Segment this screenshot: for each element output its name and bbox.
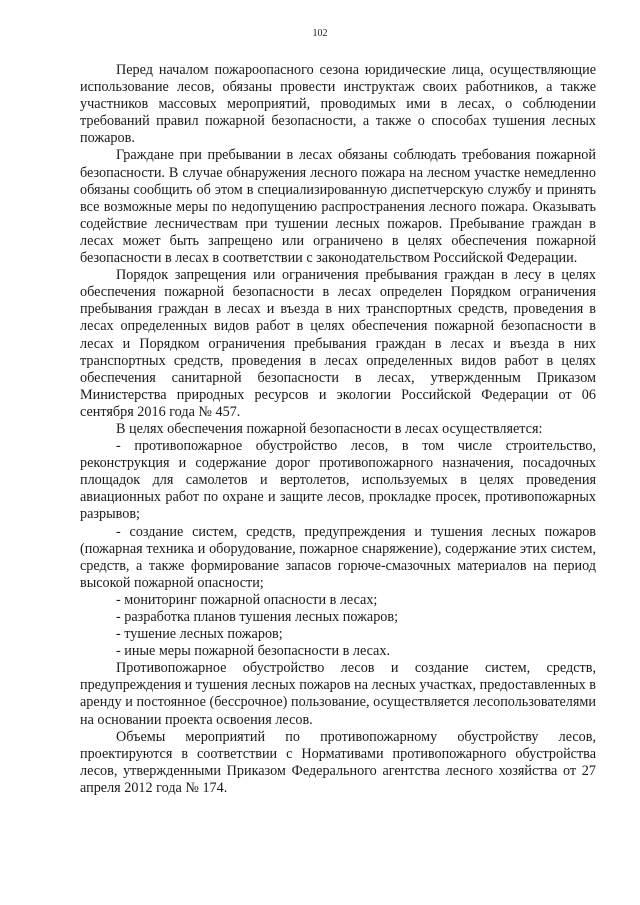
document-body [80, 62, 596, 797]
page-number: 102 [312, 28, 328, 39]
paragraph-citizens: Граждане при пребывании в лесах обязаны соблюдать требования пожарной безопасности. В случае обнаружения лесного пожара на лесном участке немедленно обязаны сообщить об этом в специализированную диспетчерскую службу и принять все возможные меры по недопущению распространения лесного пожара. Оказывать содействие лесничествам при тушении лесных пожаров. Пребывание граждан в лесах может быть запрещено или ограничено в целях обеспечения пожарной безопасности в лесах в соответствии с законодательством Российской Федерации. [80, 147, 596, 267]
list-item: - противопожарное обустройство лесов, в том числе строительство, реконструкция и содержание дорог противопожарного назначения, посадочных площадок для самолетов и вертолетов, используемых в целях проведения авиационных работ по охране и защите лесов, прокладке просек, противопожарных разрывов; [80, 438, 596, 523]
list-item: - мониторинг пожарной опасности в лесах; [116, 591, 378, 608]
list-item: - создание систем, средств, предупреждения и тушения лесных пожаров (пожарная техника и оборудование, пожарное снаряжение), содержание этих систем, средств, а также формирование запасов горюче-смазочных материалов на период высокой пожарной опасности; [80, 523, 596, 591]
list-item: - разработка планов тушения лесных пожаров; [116, 609, 399, 625]
paragraph-restriction-order: Порядок запрещения или ограничения пребывания граждан в лесу в целях обеспечения пожарной безопасности в лесах определен Порядком ограничения пребывания граждан в лесах и въезда в них транспортных средств, проведения в лесах определенных видов работ в целях обеспечения пожарной безопасности в лесах и Порядком ограничения пребывания граждан в лесах и въезда в них транспортных средств, проведения в лесах определенных видов работ в целях обеспечения санитарной безопасности в лесах, утвержденным Приказом Министерства природных ресурсов и экологии Российской Федерации от 06 сентября 2016 года № 457. [80, 267, 596, 420]
list-item: - иные меры пожарной безопасности в лесах. [116, 643, 390, 660]
paragraph-measures-intro: В целях обеспечения пожарной безопасности в лесах осуществляется: [116, 420, 543, 437]
list-item: - тушение лесных пожаров; [116, 626, 283, 643]
paragraph-instruction: Перед началом пожароопасного сезона юридические лица, осуществляющие использование лесов, обязаны провести инструктаж своих работников, а также участников массовых мероприятий, проводимых ими в лесах, о соблюдении требований правил пожарной безопасности, а также о способах тушения лесных пожаров. [80, 62, 596, 147]
paragraph-volumes: Объемы мероприятий по противопожарному обустройству лесов, проектируются в соответствии с Нормативами противопожарного обустройства лесов, утвержденными Приказом Федерального агентства лесного хозяйства от 27 апреля 2012 года № 174. [80, 728, 596, 796]
paragraph-fire-arrangement: Противопожарное обустройство лесов и создание систем, средств, предупреждения и тушения лесных пожаров на лесных участках, предоставленных в аренду и постоянное (бессрочное) пользование, осуществляется лесопользователями на основании проекта освоения лесов. [80, 660, 596, 728]
